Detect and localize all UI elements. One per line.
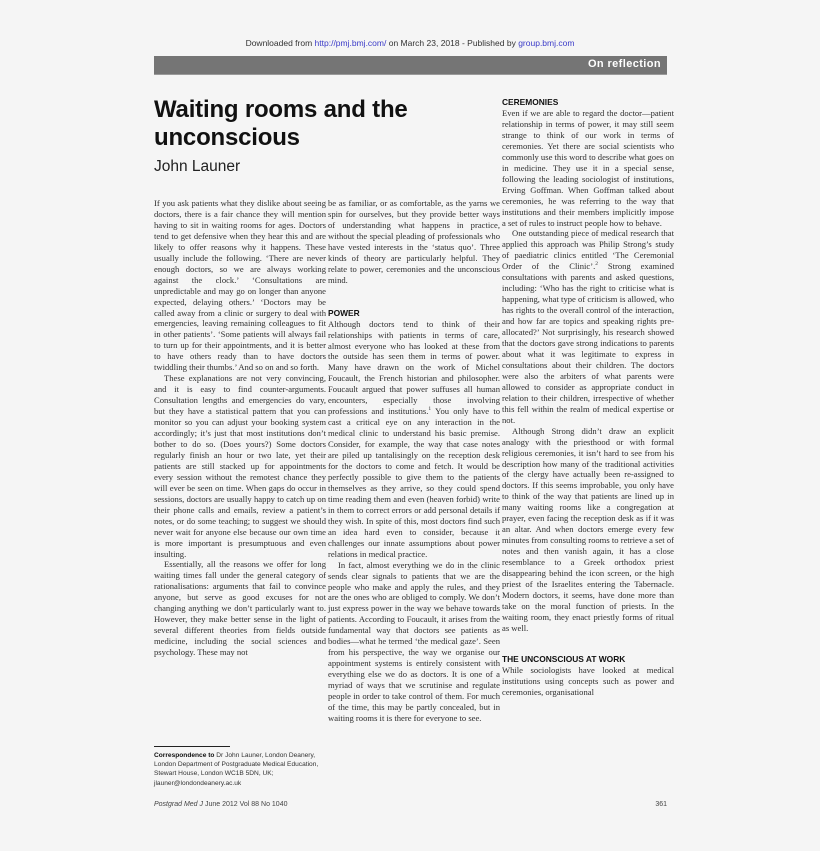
ceremonies-p2-text-cont: Strong examined consultations with parents and asked questions, including: ‘Who has the right to criticise what is happening, what type of criticism is allowed, who has rights to the overall control of the interaction, and how far are topics and speaking rights pre-allocated?’ Not surprisingly, his research showed that the doctors gave strong indications to parents about what it was legitimate to express in consultations about their children. The doctors were also the arbiters of what parents were allowed to consider as appropriate conduct in relation to their children, irrespective of whether this fell within the realm of medical expertise or not.: [502, 261, 674, 425]
publisher-link[interactable]: group.bmj.com: [518, 38, 575, 48]
journal-citation: [154, 801, 288, 808]
section-label: On reflection: [587, 58, 661, 70]
ceremonies-paragraph-2: [502, 228, 674, 425]
page-number: 361: [655, 801, 667, 808]
ceremonies-paragraph-1: Even if we are able to regard the doctor—patient relationship in terms of power, it may still seem strange to think of our work in terms of ceremonies. Yet there are social scientists who commonly use this word to describe what goes on in medicine. They use it in a special sense, following the leading sociologist of institutions, Erving Goffman. When Goffman talked about ceremonies, he was referring to the way that institutions and their members implicitly impose a set of rules to instruct people how to behave.: [502, 108, 674, 228]
download-prefix: Downloaded from: [245, 38, 315, 48]
power-p1-text: Although doctors tend to think of their relationships with patients in terms of care, almost everyone who has looked at these from the outside has seen them in terms of power. Many have drawn on the work of Michel Foucault, the French historian and philosopher. Foucault argued that power suffuses all human encounters, especially those involving professions and institutions.: [328, 318, 500, 417]
reference-2[interactable]: 2: [595, 261, 598, 268]
correspondence-text: Dr John Launer, London Deanery, London Department of Postgraduate Medical Education, Stewart House, London WC1B 5DN, UK; jlauner@londondeanery.ac.uk: [154, 752, 319, 787]
intro-paragraph-3: Essentially, all the reasons we offer for long waiting times fall under the general category of rationalisations: arguments that fail to convince anyone, but serve as good excuses for not changing anything we don’t particularly want to. However, they make better sense in the light of several different theories from fields outside medicine, including the social sciences and psychology. These may not: [154, 559, 326, 658]
column-1: [154, 198, 326, 658]
journal-issue: June 2012 Vol 88 No 1040: [203, 801, 288, 808]
reference-1[interactable]: 1: [428, 406, 432, 413]
column-3: [502, 97, 674, 698]
section-heading-power: POWER: [328, 307, 360, 318]
correspondence-label: Correspondence to: [154, 752, 215, 759]
footnote-divider: [154, 746, 230, 747]
ceremonies-paragraph-3: Although Strong didn’t draw an explicit analogy with the priesthood or with formal religious ceremonies, it isn’t hard to see from his description how many of the traditional activities of the clergy have actually been re-assigned to doctors. If this seems improbable, you only have to think of the way that patients are lined up in many waiting rooms like a congregation at prayer, even facing the reception desk as if it was an altar. And when doctors emerge every few minutes from consulting rooms to retrieve a set of notes and then vanish again, it has a close resemblance to a Greek orthodox priest disappearing behind the icon screen, or the high priest of the Israelites entering the Tabernacle. Modern doctors, it seems, have done more than take on the moral function of priests. In the waiting room, they enact priestly forms of ritual as well.: [502, 425, 674, 633]
download-notice: [0, 38, 820, 48]
power-p1-text-cont: You only have to cast a critical eye on any interaction in the medical clinic to understand his basic premise. Consider, for example, the way that case notes are piled up tantalisingly on the reception desk for the doctors to come and fetch. It would be perfectly possible to give them to the patients themselves as they arrive, so they could spend time reading them and even (heaven forbid) write in them to correct errors or add personal details if they wish. In spite of this, most doctors find such an idea hard even to consider, because it challenges our innate assumptions about power relations in medical practice.: [328, 406, 500, 559]
correspondence-note: [154, 751, 330, 788]
intro-paragraph-3-continued: be as familiar, or as comfortable, as the yarns we spin for ourselves, but they provide better ways of understanding what happens in practice, without the special pleading of professionals who have vested interests in the ‘status quo’. Three kinds of theory are particularly helpful. They relate to power, ceremonies and the unconscious mind.: [328, 198, 500, 285]
pmj-url-link[interactable]: http://pmj.bmj.com/: [314, 38, 387, 48]
download-middle: on March 23, 2018 - Published by: [386, 38, 519, 48]
section-heading-ceremonies: CEREMONIES: [502, 97, 559, 107]
unconscious-paragraph-1: While sociologists have looked at medical institutions using concepts such as power and ceremonies, organisational: [502, 664, 674, 697]
intro-paragraph-2: These explanations are not very convincing, and it is easy to find counter-arguments. Consultation lengths and emergencies do vary, but they have a statistical pattern that you can monitor so you can adjust your booking system accordingly; it’s just that most institutions don’t bother to do so. (Does yours?) Some doctors regularly finish an hour or two late, yet their patients are still stacked up for appointments every session without the remotest chance they will ever be seen on time. When gaps do occur in sessions, doctors are usually happy to catch up on their phone calls and emails, review a patient’s notes, or do some teaching; to suggest we should never wait for anyone else because our own time is more important is presumptuous and even insulting.: [154, 373, 326, 559]
power-paragraph-2: In fact, almost everything we do in the clinic sends clear signals to patients that we are the people who make and apply the rules, and they are the ones who are obliged to comply. We don’t just express power in the way we behave towards patients. According to Foucault, it arises from the fundamental way that doctors see patients as bodies—what he termed ‘the medical gaze’. Seen from his perspective, the way we organise our appointment systems is entirely consistent with everything else we do as doctors. It is one of a myriad of ways that we scrutinise and regulate people in order to take control of them. For much of the time, this may be partly concealed, but in waiting rooms it is there for everyone to see.: [328, 559, 500, 723]
article-author: John Launer: [154, 158, 241, 175]
intro-paragraph-1: If you ask patients what they dislike about seeing doctors, there is a fair chance they will mention having to sit in waiting rooms for ages. Doctors tend to get defensive when they hear this and are likely to offer reasons why it happens. These usually include the following. ‘There are never enough doctors, so we are always working against the clock.’ ‘Consultations are unpredictable and may go on longer than anyone expected, delaying others.’ ‘Doctors may be called away from a clinic or surgery to deal with emergencies, leaving remaining colleagues to fit in other patients’. ‘Some patients will always fail to turn up for their appointments, and it is better to have others ready than to have doctors twiddling their thumbs.’ And so on and so forth.: [154, 198, 326, 373]
article-title: Waiting rooms and the unconscious: [154, 96, 408, 151]
journal-name: Postgrad Med J: [154, 801, 204, 808]
section-banner: [154, 56, 667, 75]
section-heading-unconscious: THE UNCONSCIOUS AT WORK: [502, 653, 626, 664]
column-2: [328, 198, 500, 724]
power-paragraph-1: [328, 319, 500, 560]
ceremonies-p2-text: One outstanding piece of medical research that applied this approach was Philip Strong’s study of paediatric clinics entitled ‘The Ceremonial Order of the Clinic’.: [502, 228, 674, 272]
